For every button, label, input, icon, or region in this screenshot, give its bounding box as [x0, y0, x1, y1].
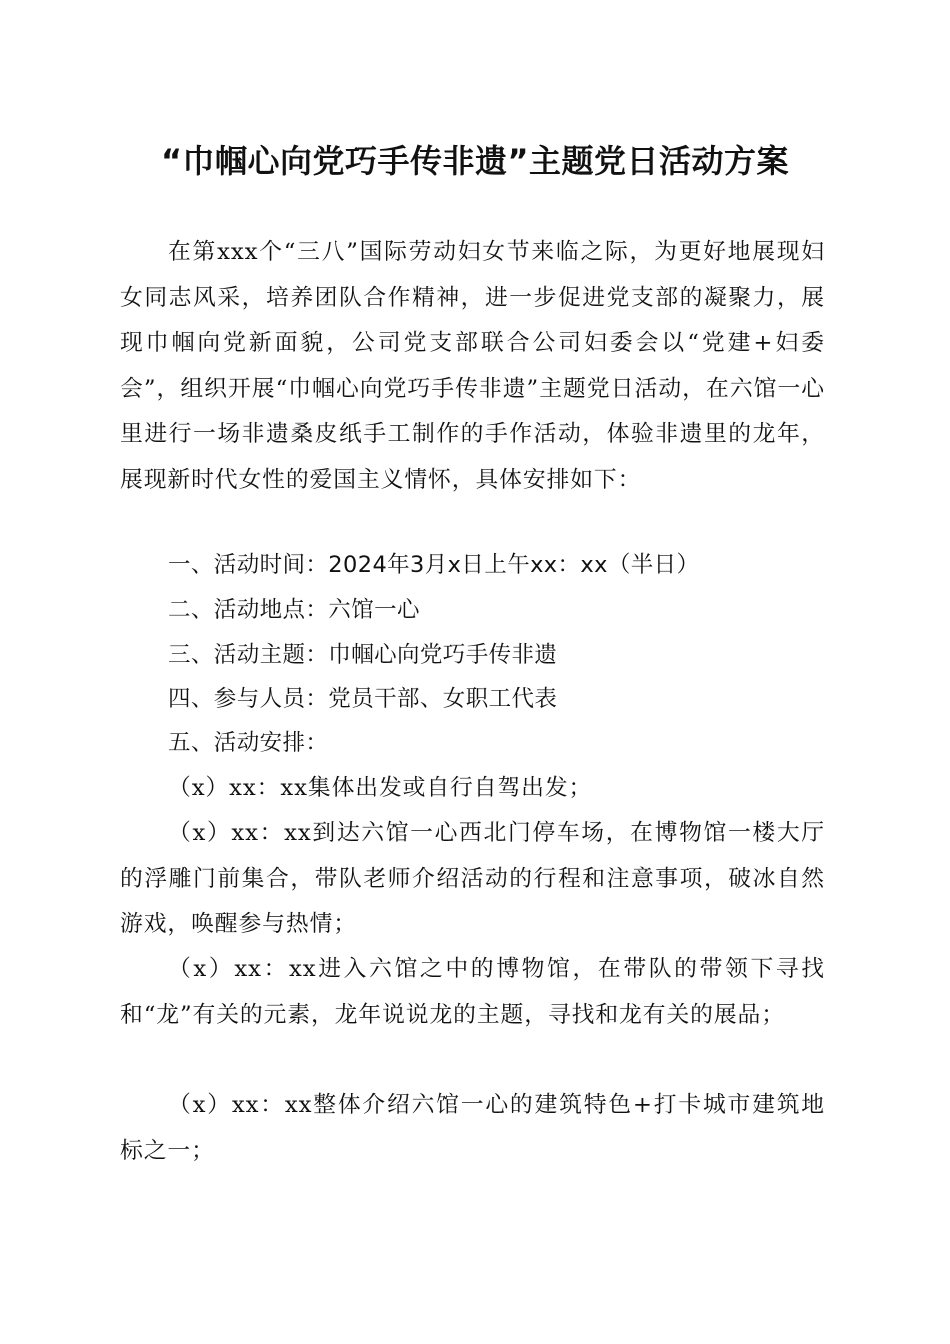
intro-paragraph: 在第xxx个“三八”国际劳动妇女节来临之际，为更好地展现妇女同志风采，培养团队合作精神，进一步促进党支部的凝聚力，展现巾帼向党新面貌，公司党支部联合公司妇委会以“党建+妇委会”，组织开展“巾帼心向党巧手传非遗”主题党日活动，在六馆一心里进行一场非遗桑皮纸手工制作的手作活动，体验非遗里的龙年，展现新时代女性的爱国主义情怀，具体安排如下： — [120, 239, 825, 493]
schedule-item: （x）xx：xx进入六馆之中的博物馆，在带队的带领下寻找和“龙”有关的元素，龙年说说龙的主题，寻找和龙有关的展品； — [120, 956, 825, 1028]
participants-line: 四、参与人员：党员干部、女职工代表 — [168, 686, 558, 712]
schedule-item: （x）xx：xx到达六馆一心西北门停车场，在博物馆一楼大厅的浮雕门前集合，带队老师介绍活动的行程和注意事项，破冰自然游戏，唤醒参与热情； — [120, 820, 825, 937]
schedule-item: （x）xx：xx集体出发或自行自驾出发； — [168, 775, 593, 801]
activity-place-line: 二、活动地点：六馆一心 — [168, 597, 420, 623]
activity-time-line: 一、活动时间：2024年3月x日上午xx：xx（半日） — [168, 552, 700, 578]
arrangement-heading: 五、活动安排： — [168, 730, 329, 756]
schedule-item: （x）xx：xx整体介绍六馆一心的建筑特色+打卡城市建筑地标之一； — [120, 1092, 825, 1164]
activity-theme-line: 三、活动主题：巾帼心向党巧手传非遗 — [168, 642, 558, 668]
document-title: “巾帼心向党巧手传非遗”主题党日活动方案 — [160, 142, 790, 180]
